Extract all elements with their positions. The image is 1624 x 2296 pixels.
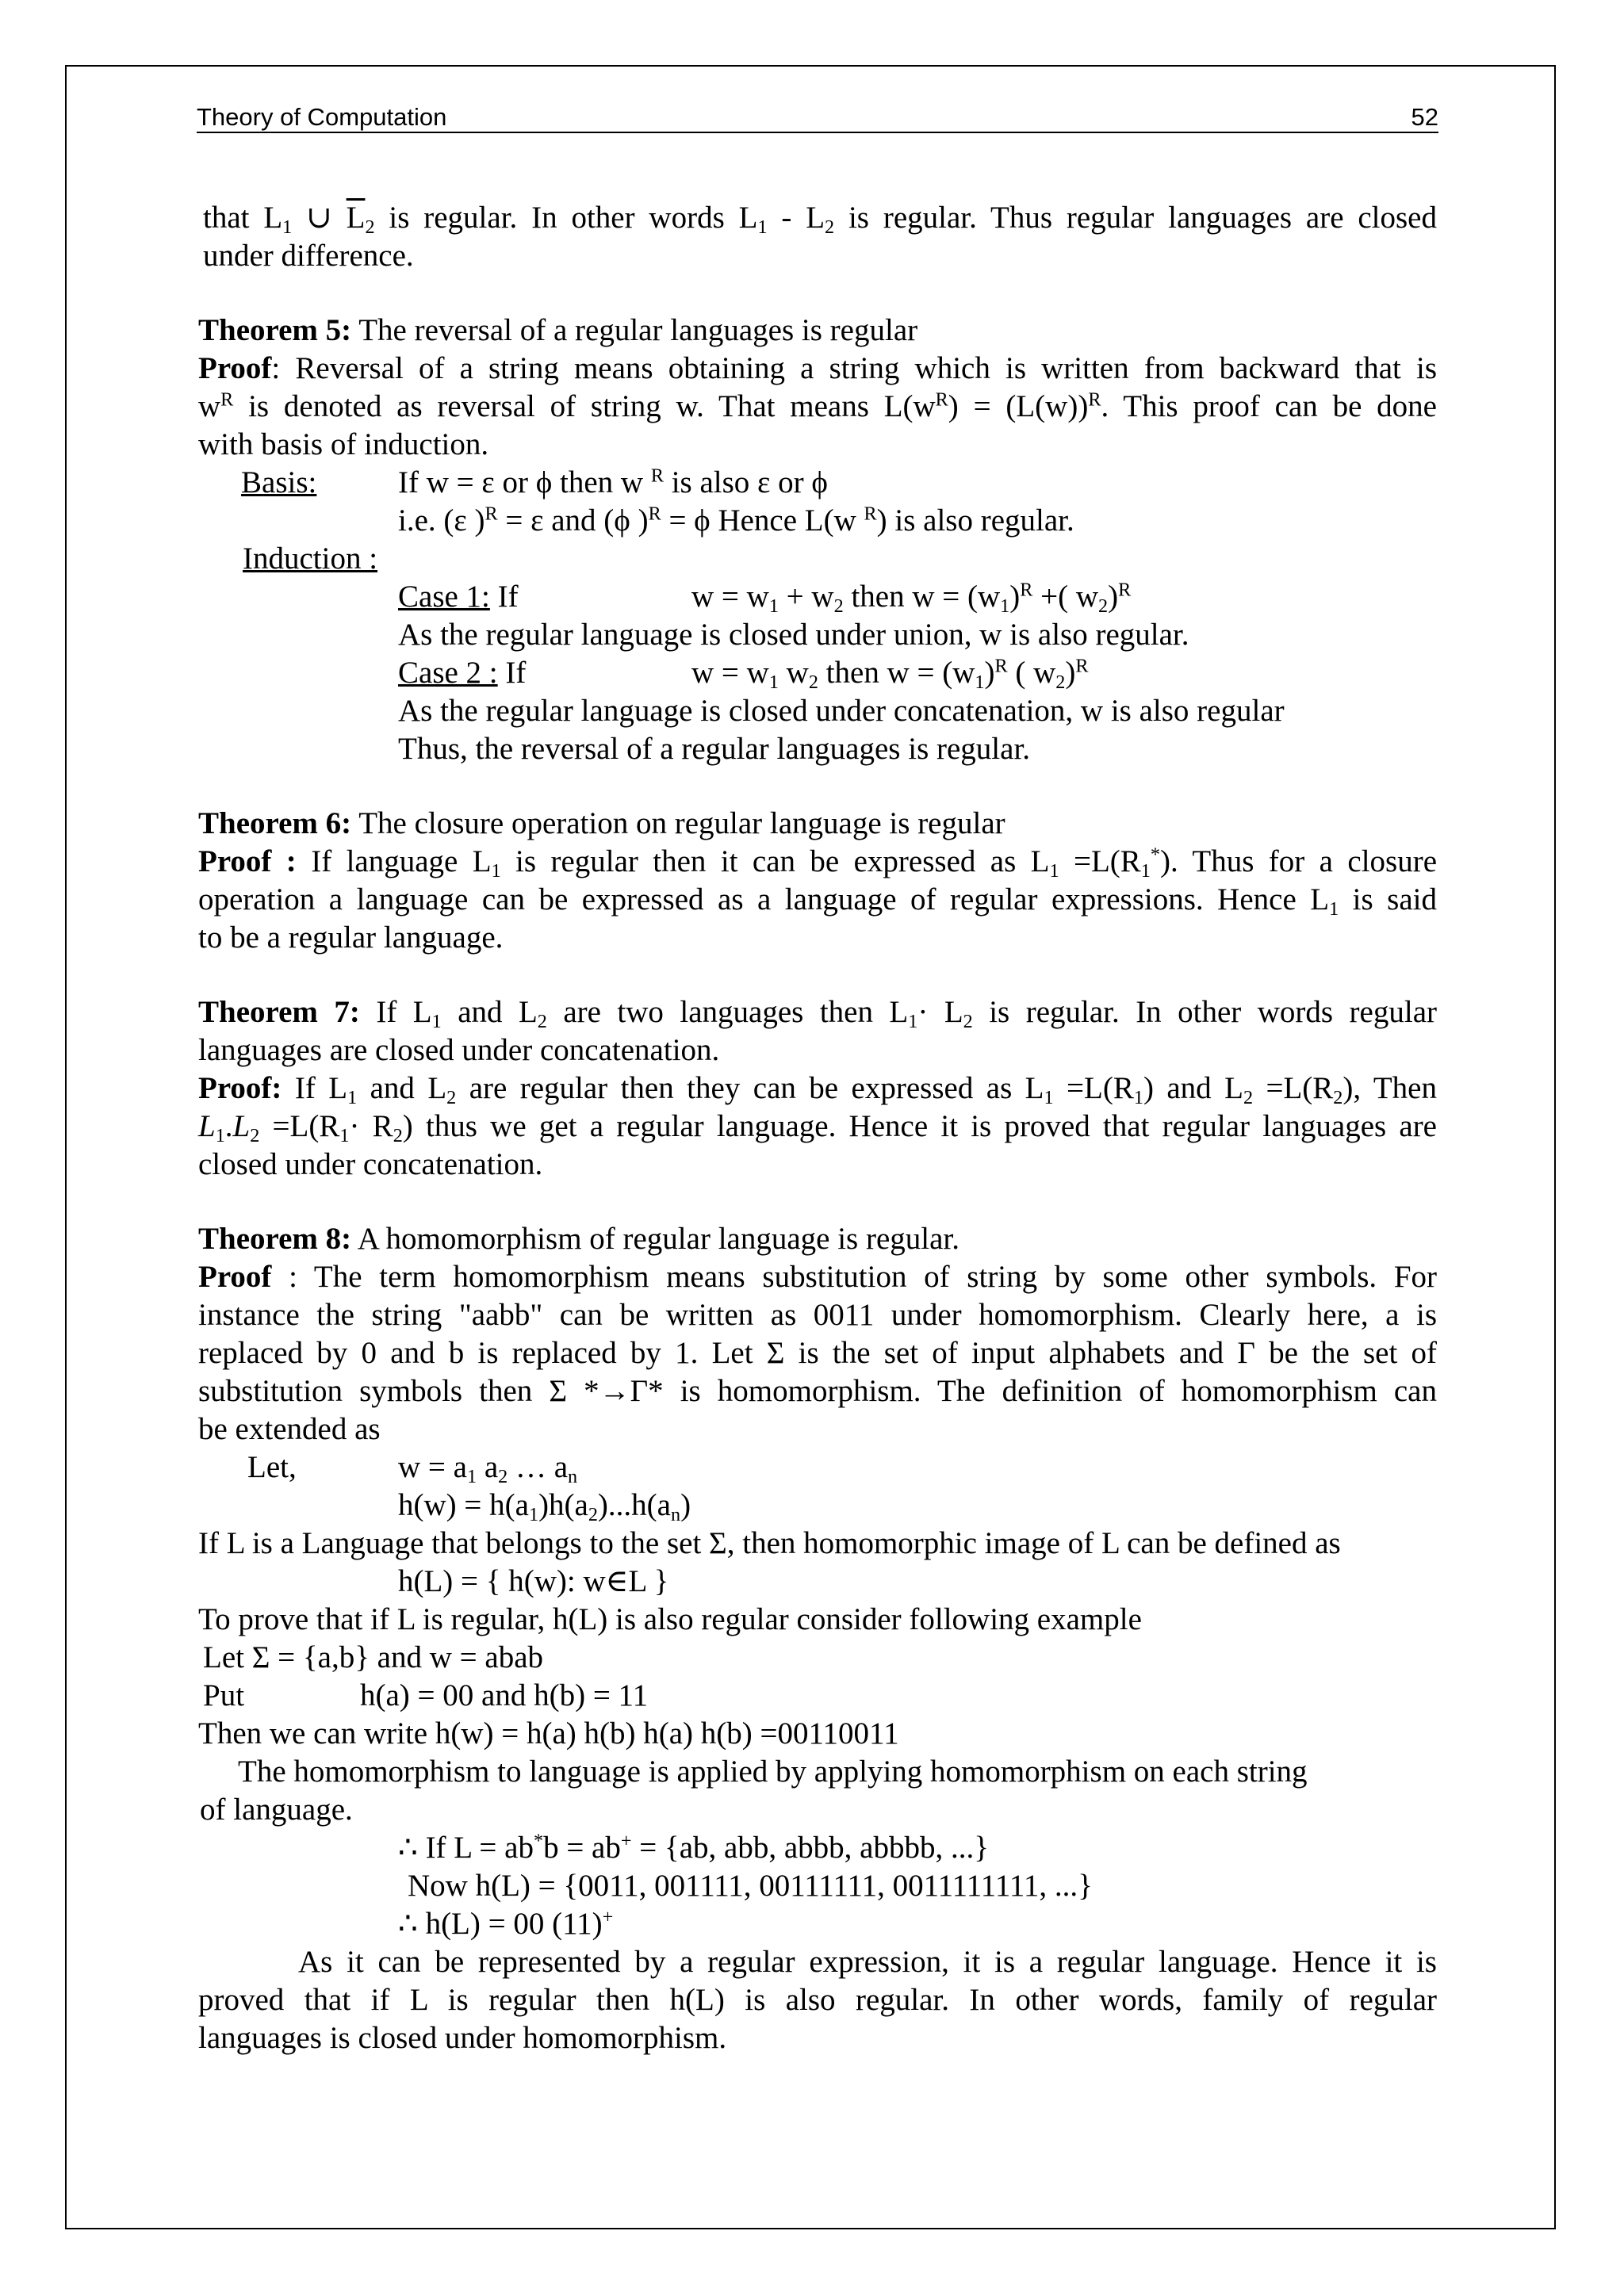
theorem-7-proof-line-1: Proof: If $L_1$ and $L_2$ are regular then they can be expressed as $L_1 =L(R_1)$ and $L_2 =L(R_2)$, Then <box>198 1071 1437 1108</box>
induction-label: Induction : <box>243 541 378 576</box>
let-label: Let, <box>247 1450 297 1484</box>
theorem-5-heading: Theorem 5: The reversal of a regular languages is regular <box>198 313 918 347</box>
hl-definition: h(L) = { h(w): w∈L } <box>398 1564 669 1598</box>
intro-line-1: that $L_1$ ∪ $\overline{L}_2$ is regular. In other words $L_1 - L_2$ is regular. Thus regular languages are closed <box>203 201 1437 238</box>
intro-line-2: under difference. <box>203 239 414 273</box>
case-1-label: Case 1: If <box>398 580 519 614</box>
case-1-text: As the regular language is closed under union, w is also regular. <box>398 618 1189 652</box>
theorem-7-proof-line-2: $L_1.L_2 =L(R_1\cdot R_2)$ thus we get a regular language. Hence it is proved that regular languages are <box>198 1109 1437 1146</box>
case-1-equation: $w = w_1 + w_2$ then $w = (w_1)^R$ +( $w_2)^R$ <box>691 579 1132 617</box>
theorem-7-proof-line-3: closed under concatenation. <box>198 1147 543 1181</box>
basis-label: Basis: <box>241 465 317 499</box>
theorem-8-proof-line-1: Proof : The term homomorphism means substitution of string by some other symbols. For <box>198 1260 1437 1294</box>
theorem-8-proof-line-2: instance the string "aabb" can be written as 0011 under homomorphism. Clearly here, a is <box>198 1298 1437 1332</box>
hw-definition: $h(w) = h(a_1)h(a_2)...h(a_n)$ <box>398 1488 691 1525</box>
theorem-7-heading: Theorem 7: If $L_1$ and $L_2$ are two languages then $L_1\cdot L_2$ is regular. In other words regular <box>198 995 1437 1032</box>
theorem-5-proof-line-3: with basis of induction. <box>198 427 489 461</box>
theorem-6-heading: Theorem 6: The closure operation on regular language is regular <box>198 806 1005 840</box>
theorem-5-proof-line-2: $w^R$ is denoted as reversal of string w. That means $L(w^R) = (L(w))^R$. This proof can be done <box>198 388 1437 423</box>
theorem-8-line-7: If L is a Language that belongs to the set Σ, then homomorphic image of L can be defined as <box>198 1526 1341 1560</box>
w-definition: $w = a_1$ $a_2$ … $a_n$ <box>398 1450 578 1487</box>
theorem-5-conclusion: Thus, the reversal of a regular languages is regular. <box>398 732 1031 766</box>
if-l-line: ∴ If L = ab*b = ab+ = {ab, abb, abbb, abbbb, ...} <box>398 1830 989 1865</box>
theorem-8-proof-line-4: substitution symbols then Σ *→Γ* is homomorphism. The definition of homomorphism can <box>198 1374 1437 1408</box>
case-2-label: Case 2 : If <box>398 656 527 690</box>
basis-line-2: i.e. (ε )$^R$ = ε and (ϕ )$^R$ = ϕ Hence L(w $^R$) is also regular. <box>398 503 1074 538</box>
case-2-equation: $w = w_1$ $w_2$ then $w = (w_1)^R$ ( $w_2)^R$ <box>691 655 1089 693</box>
header-title: Theory of Computation <box>197 103 447 131</box>
theorem-7-statement-line-2: languages are closed under concatenation. <box>198 1033 720 1067</box>
hl-result-line: ∴ h(L) = 00 (11)+ <box>398 1906 614 1941</box>
theorem-8-line-10: Let Σ = {a,b} and w = abab <box>203 1640 543 1674</box>
put-equation: h(a) = 00 and h(b) = 11 <box>360 1678 649 1712</box>
put-label: Put <box>203 1678 245 1712</box>
page-header <box>197 95 1438 133</box>
case-2-text: As the regular language is closed under concatenation, w is also regular <box>398 694 1285 728</box>
conclusion-line-3: languages is closed under homomorphism. <box>198 2021 727 2055</box>
theorem-8-line-12: Then we can write h(w) = h(a) h(b) h(a) h(b) =00110011 <box>198 1716 899 1751</box>
theorem-8-proof-line-5: be extended as <box>198 1412 381 1446</box>
theorem-6-proof-line-3: to be a regular language. <box>198 920 504 955</box>
conclusion-line-1: As it can be represented by a regular expression, it is a regular language. Hence it is <box>298 1945 1437 1979</box>
theorem-8-line-13: The homomorphism to language is applied by applying homomorphism on each string <box>238 1755 1308 1789</box>
theorem-8-proof-line-3: replaced by 0 and b is replaced by 1. Let Σ is the set of input alphabets and Γ be the set of <box>198 1336 1437 1370</box>
theorem-6-proof-line-2: operation a language can be expressed as a language of regular expressions. Hence $L_1$ is said <box>198 882 1437 920</box>
theorem-8-line-14: of language. <box>200 1793 353 1827</box>
theorem-5-proof-line-1: Proof: Reversal of a string means obtaining a string which is written from backward that is <box>198 351 1437 385</box>
page-number: 52 <box>1411 103 1438 131</box>
conclusion-line-2: proved that if L is regular then h(L) is also regular. In other words, family of regular <box>198 1983 1437 2017</box>
theorem-6-proof-line-1: Proof : If language $L_1$ is regular then it can be expressed as $L_1 =L(R_1^*)$. Thus for a closure <box>198 844 1437 882</box>
basis-line-1: If w = ε or ϕ then w $^R$ is also ε or ϕ <box>398 465 828 499</box>
theorem-8-line-9: To prove that if L is regular, h(L) is also regular consider following example <box>198 1602 1142 1636</box>
theorem-8-heading: Theorem 8: A homomorphism of regular language is regular. <box>198 1222 959 1256</box>
now-hl-line: Now h(L) = {0011, 001111, 00111111, 0011111111, ...} <box>408 1869 1093 1903</box>
